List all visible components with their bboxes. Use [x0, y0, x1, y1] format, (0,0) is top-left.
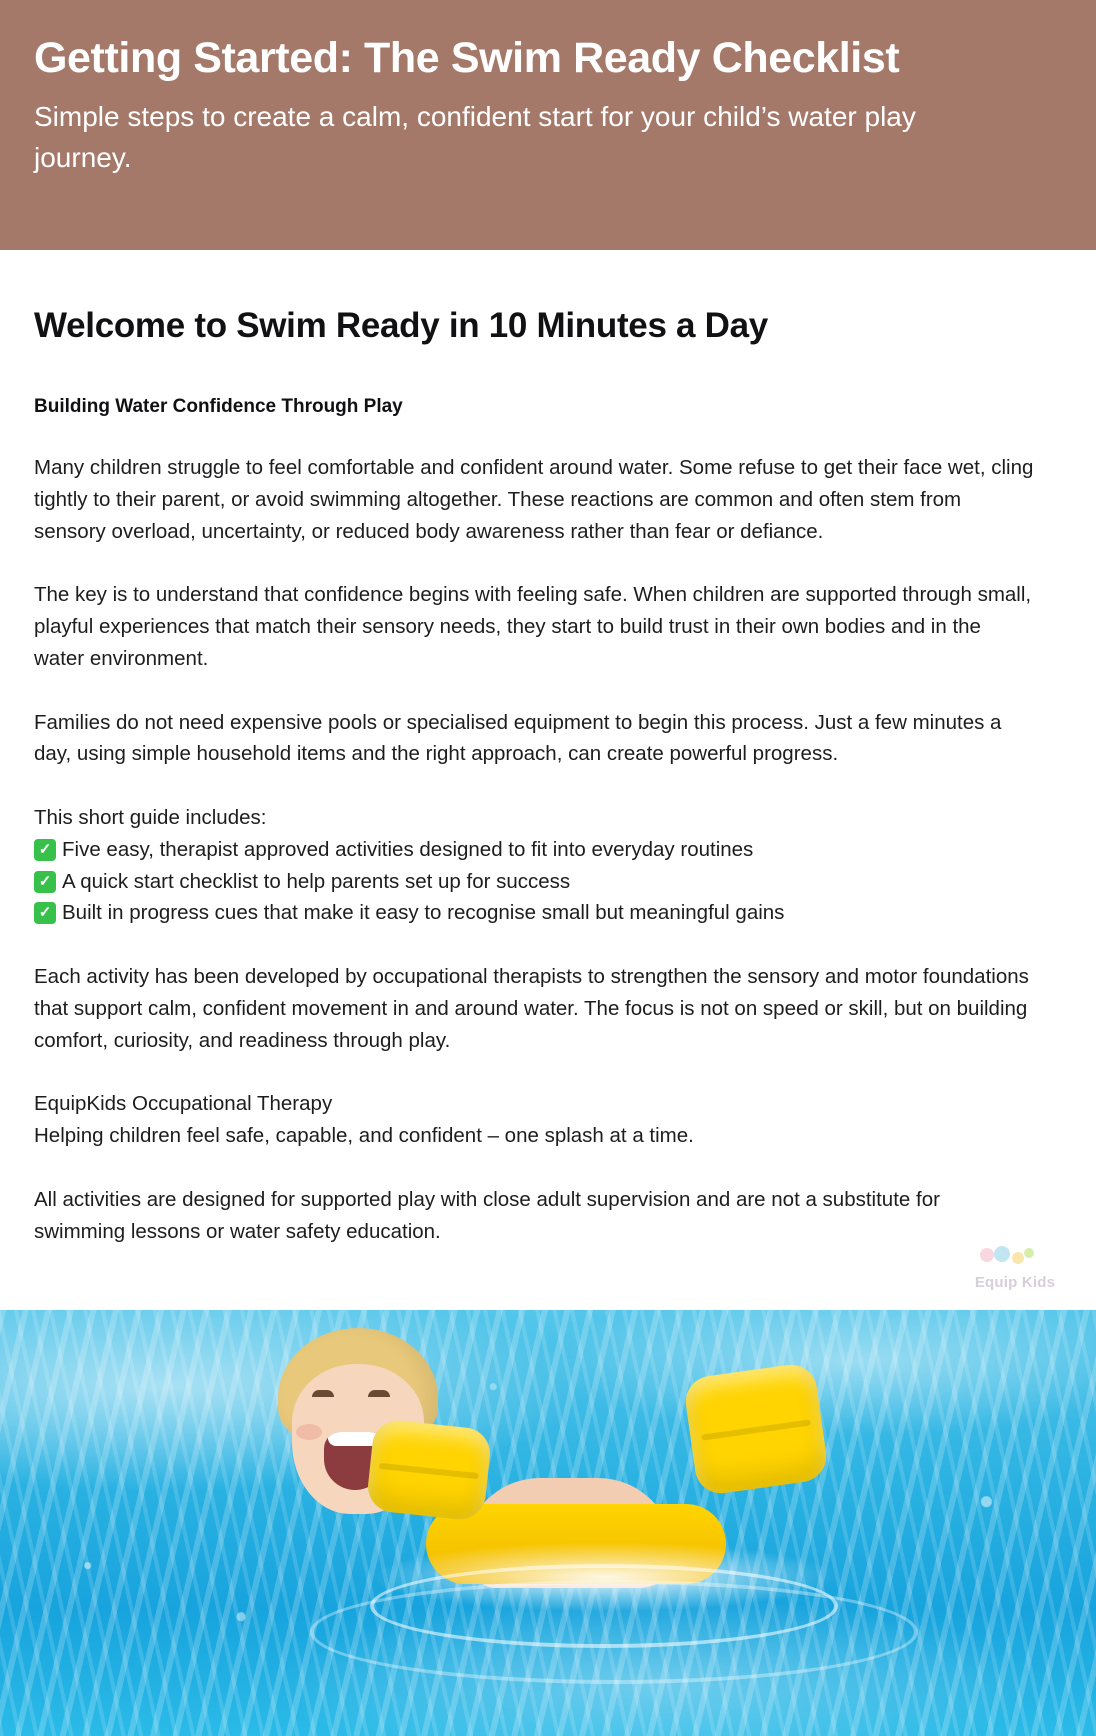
disclaimer: All activities are designed for supported play with close adult supervision and are not a substitute for swimming lessons or water safety education.: [34, 1188, 940, 1243]
water-ripple-outer: [310, 1580, 918, 1684]
child-eye-right: [368, 1390, 390, 1397]
list-item: [34, 897, 1062, 929]
child-cheek-left: [296, 1424, 322, 1440]
list-item-label: A quick start checklist to help parents set up for success: [62, 869, 571, 893]
child-figure: [250, 1328, 550, 1628]
document-body: [0, 250, 1096, 1248]
check-icon: ✓: [34, 902, 56, 924]
paragraph-3: Families do not need expensive pools or specialised equipment to begin this process. Just a few minutes a day, using simple household items and the right approach, can create powerful progress.: [34, 710, 1002, 766]
checklist: [34, 834, 1062, 929]
header-band: [0, 0, 1096, 250]
organisation-tagline: Helping children feel safe, capable, and confident – one splash at a time.: [34, 1124, 694, 1148]
check-icon: ✓: [34, 871, 56, 893]
paragraph-1: Many children struggle to feel comfortable and confident around water. Some refuse to get their face wet, cling tightly to their parent, or avoid swimming altogether. These reactions are common and often stem from sensory overload, uncertainty, or reduced body awareness rather than fear or defiance.: [34, 456, 1034, 543]
list-item-label: Built in progress cues that make it easy to recognise small but meaningful gains: [62, 901, 785, 925]
list-item: [34, 866, 1062, 898]
armband-right: [682, 1361, 829, 1496]
check-icon: ✓: [34, 839, 56, 861]
closing-paragraph: Each activity has been developed by occupational therapists to strengthen the sensory and motor foundations that support calm, confident movement in and around water. The focus is not on speed or skill, but on building comfort, curiosity, and readiness through play.: [34, 965, 1029, 1052]
armband-left: [366, 1418, 493, 1522]
watermark-logo: [960, 1246, 1070, 1291]
welcome-heading: Welcome to Swim Ready in 10 Minutes a Day: [34, 306, 768, 345]
list-item: [34, 834, 1062, 866]
checklist-intro: This short guide includes:: [34, 806, 267, 830]
section-label: Building Water Confidence Through Play: [34, 396, 403, 417]
paragraph-2: The key is to understand that confidence begins with feeling safe. When children are supported through small, playful experiences that match their sensory needs, they start to build trust in their own bodies and in the water environment.: [34, 583, 1032, 670]
signature-block: [34, 1088, 1062, 1152]
hero-photo: [0, 1310, 1096, 1736]
organisation-name: EquipKids Occupational Therapy: [34, 1092, 333, 1116]
colour-dots-logo-icon: [960, 1246, 1070, 1272]
page-subtitle: Simple steps to create a calm, confident start for your child’s water play journey.: [34, 101, 916, 174]
page-title: Getting Started: The Swim Ready Checklist: [34, 34, 900, 82]
watermark-label: Equip Kids: [974, 1274, 1056, 1291]
list-item-label: Five easy, therapist approved activities designed to fit into everyday routines: [62, 837, 754, 861]
child-eye-left: [312, 1390, 334, 1397]
